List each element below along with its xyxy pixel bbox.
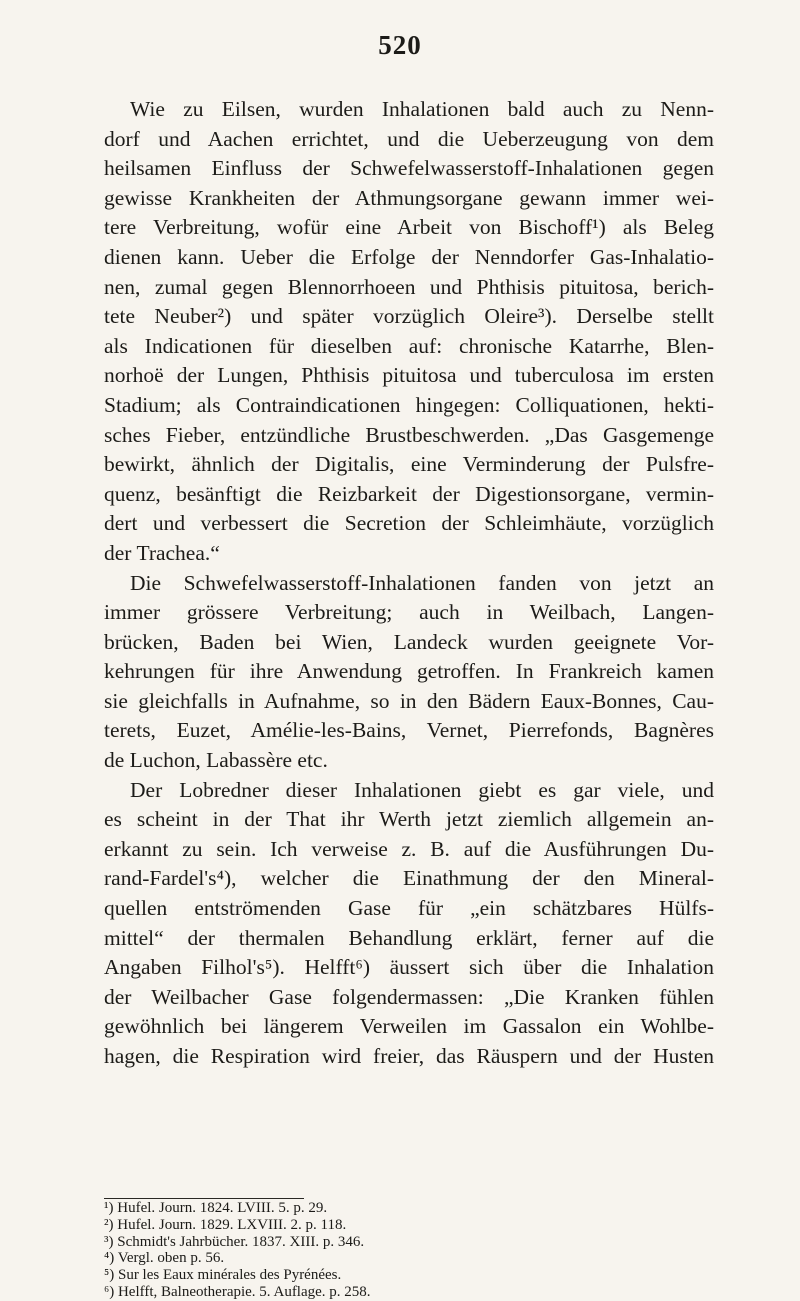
- text-line: terets, Euzet, Amélie-les-Bains, Vernet, Pierrefonds, Bagnères: [104, 718, 714, 743]
- footnotes: [104, 1200, 704, 1301]
- text-line: quenz, besänftigt die Reizbarkeit der Digestionsorgane, vermin-: [104, 481, 714, 506]
- text-line: sches Fieber, entzündliche Brustbeschwerden. „Das Gasgemenge: [104, 422, 714, 447]
- footnote: ²) Hufel. Journ. 1829. LXVIII. 2. p. 118.: [104, 1216, 347, 1233]
- text-line: hagen, die Respiration wird freier, das Räuspern und der Husten: [104, 1044, 714, 1068]
- text-line: heilsamen Einfluss der Schwefelwasserstoff-Inhalationen gegen: [104, 156, 714, 181]
- text-line: es scheint in der That ihr Werth jetzt ziemlich allgemein an-: [104, 807, 714, 832]
- text-line: bewirkt, ähnlich der Digitalis, eine Verminderung der Pulsfre-: [104, 452, 714, 477]
- text-line: Angaben Filhol's⁵). Helfft⁶) äussert sich über die Inhalation: [104, 955, 714, 980]
- page-number: 520: [378, 30, 422, 60]
- text-line: der Weilbacher Gase folgendermassen: „Die Kranken fühlen: [104, 984, 714, 1009]
- text-line: erkannt zu sein. Ich verweise z. B. auf die Ausführungen Du-: [104, 836, 714, 861]
- text-line: sie gleichfalls in Aufnahme, so in den Bädern Eaux-Bonnes, Cau-: [104, 688, 714, 713]
- text-line: als Indicationen für dieselben auf: chronische Katarrhe, Blen-: [104, 333, 714, 358]
- text-line: quellen entströmenden Gase für „ein schätzbares Hülfs-: [104, 896, 714, 921]
- text-line: Wie zu Eilsen, wurden Inhalationen bald auch zu Nenn-: [130, 97, 714, 121]
- footnote: ³) Schmidt's Jahrbücher. 1837. XIII. p. 346.: [104, 1233, 365, 1250]
- text-line: dorf und Aachen errichtet, und die Ueberzeugung von dem: [104, 126, 714, 151]
- text-line: mittel“ der thermalen Behandlung erklärt, ferner auf die: [104, 925, 714, 950]
- text-line: dert und verbessert die Secretion der Schleimhäute, vorzüglich: [104, 511, 714, 536]
- footnote: ⁴) Vergl. oben p. 56.: [104, 1250, 225, 1267]
- text-line: dienen kann. Ueber die Erfolge der Nenndorfer Gas-Inhalatio-: [104, 244, 714, 269]
- text-line: gewöhnlich bei längerem Verweilen im Gassalon ein Wohlbe-: [104, 1014, 714, 1039]
- footnote: ¹) Hufel. Journ. 1824. LVIII. 5. p. 29.: [104, 1200, 328, 1216]
- text-line: kehrungen für ihre Anwendung getroffen. In Frankreich kamen: [104, 659, 714, 684]
- text-line: Der Lobredner dieser Inhalationen giebt es gar viele, und: [130, 777, 714, 802]
- text-line: gewisse Krankheiten der Athmungsorgane gewann immer wei-: [104, 185, 714, 210]
- body-text: [104, 95, 714, 1072]
- footnote: ⁶) Helfft, Balneotherapie. 5. Auflage. p. 258.: [104, 1283, 371, 1300]
- text-line: nen, zumal gegen Blennorrhoeen und Phthisis pituitosa, berich-: [104, 274, 714, 299]
- text-line: rand-Fardel's⁴), welcher die Einathmung der den Mineral-: [104, 866, 714, 891]
- footnote: ⁵) Sur les Eaux minérales des Pyrénées.: [104, 1267, 342, 1284]
- text-line: brücken, Baden bei Wien, Landeck wurden geeignete Vor-: [104, 629, 714, 654]
- text-line: tete Neuber²) und später vorzüglich Oleire³). Derselbe stellt: [104, 304, 714, 329]
- text-line: Stadium; als Contraindicationen hingegen: Colliquationen, hekti-: [104, 392, 714, 417]
- text-line: immer grössere Verbreitung; auch in Weilbach, Langen-: [104, 600, 714, 625]
- text-line: norhoë der Lungen, Phthisis pituitosa und tuberculosa im ersten: [104, 363, 714, 388]
- text-line: Die Schwefelwasserstoff-Inhalationen fanden von jetzt an: [130, 570, 714, 595]
- text-line: der Trachea.“: [104, 540, 220, 565]
- text-line: de Luchon, Labassère etc.: [104, 748, 328, 773]
- text-line: tere Verbreitung, wofür eine Arbeit von Bischoff¹) als Beleg: [104, 215, 714, 240]
- footnote-rule: [104, 1198, 304, 1199]
